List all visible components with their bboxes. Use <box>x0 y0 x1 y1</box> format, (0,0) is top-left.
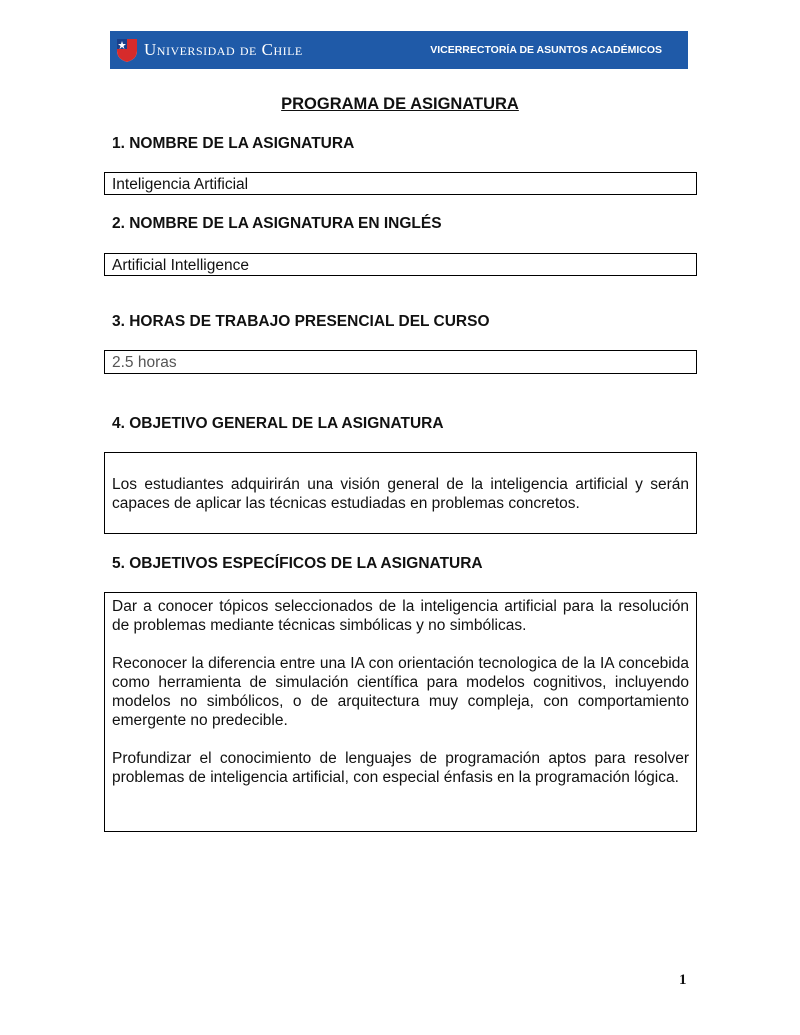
section-heading: 5. OBJETIVOS ESPECÍFICOS DE LA ASIGNATURA <box>112 555 483 572</box>
vicerrectoria-label: VICERRECTORÍA DE ASUNTOS ACADÉMICOS <box>430 44 662 56</box>
section-heading: 3. HORAS DE TRABAJO PRESENCIAL DEL CURSO <box>112 313 490 330</box>
specific-objective-paragraph: Reconocer la diferencia entre una IA con orientación tecnologica de la IA concebida como herramienta de simulación científica para modelos cognitivos, incluyendo modelos no simbólicos, o de arquitectura muy compleja, con comportamiento emergente no predecible. <box>112 655 689 729</box>
specific-objective-paragraph: Dar a conocer tópicos seleccionados de la inteligencia artificial para la resolución de problemas mediante técnicas simbólicas y no simbólicas. <box>112 598 689 634</box>
university-name: Universidad de Chile <box>144 40 303 59</box>
specific-objective-paragraph: Profundizar el conocimiento de lenguajes de programación aptos para resolver problemas de inteligencia artificial, con especial énfasis en la programación lógica. <box>112 750 689 786</box>
general-objective-text: Los estudiantes adquirirán una visión general de la inteligencia artificial y serán capaces de aplicar las técnicas estudiadas en problemas concretos. <box>112 476 689 512</box>
general-objective-box <box>104 452 697 534</box>
course-name-english-box <box>104 253 697 276</box>
university-seal-icon <box>115 37 139 63</box>
section-heading: 2. NOMBRE DE LA ASIGNATURA EN INGLÉS <box>112 215 442 232</box>
section-heading: 4. OBJETIVO GENERAL DE LA ASIGNATURA <box>112 415 444 432</box>
course-name-box <box>104 172 697 195</box>
course-name-english-value: Artificial Intelligence <box>112 257 249 274</box>
header-banner <box>110 31 688 69</box>
page-number: 1 <box>679 972 687 988</box>
hours-box <box>104 350 697 374</box>
specific-objectives-box <box>104 592 697 832</box>
document-title: PROGRAMA DE ASIGNATURA <box>281 95 519 113</box>
section-heading: 1. NOMBRE DE LA ASIGNATURA <box>112 135 355 152</box>
hours-value: 2.5 horas <box>112 354 177 371</box>
course-name-value: Inteligencia Artificial <box>112 176 249 193</box>
